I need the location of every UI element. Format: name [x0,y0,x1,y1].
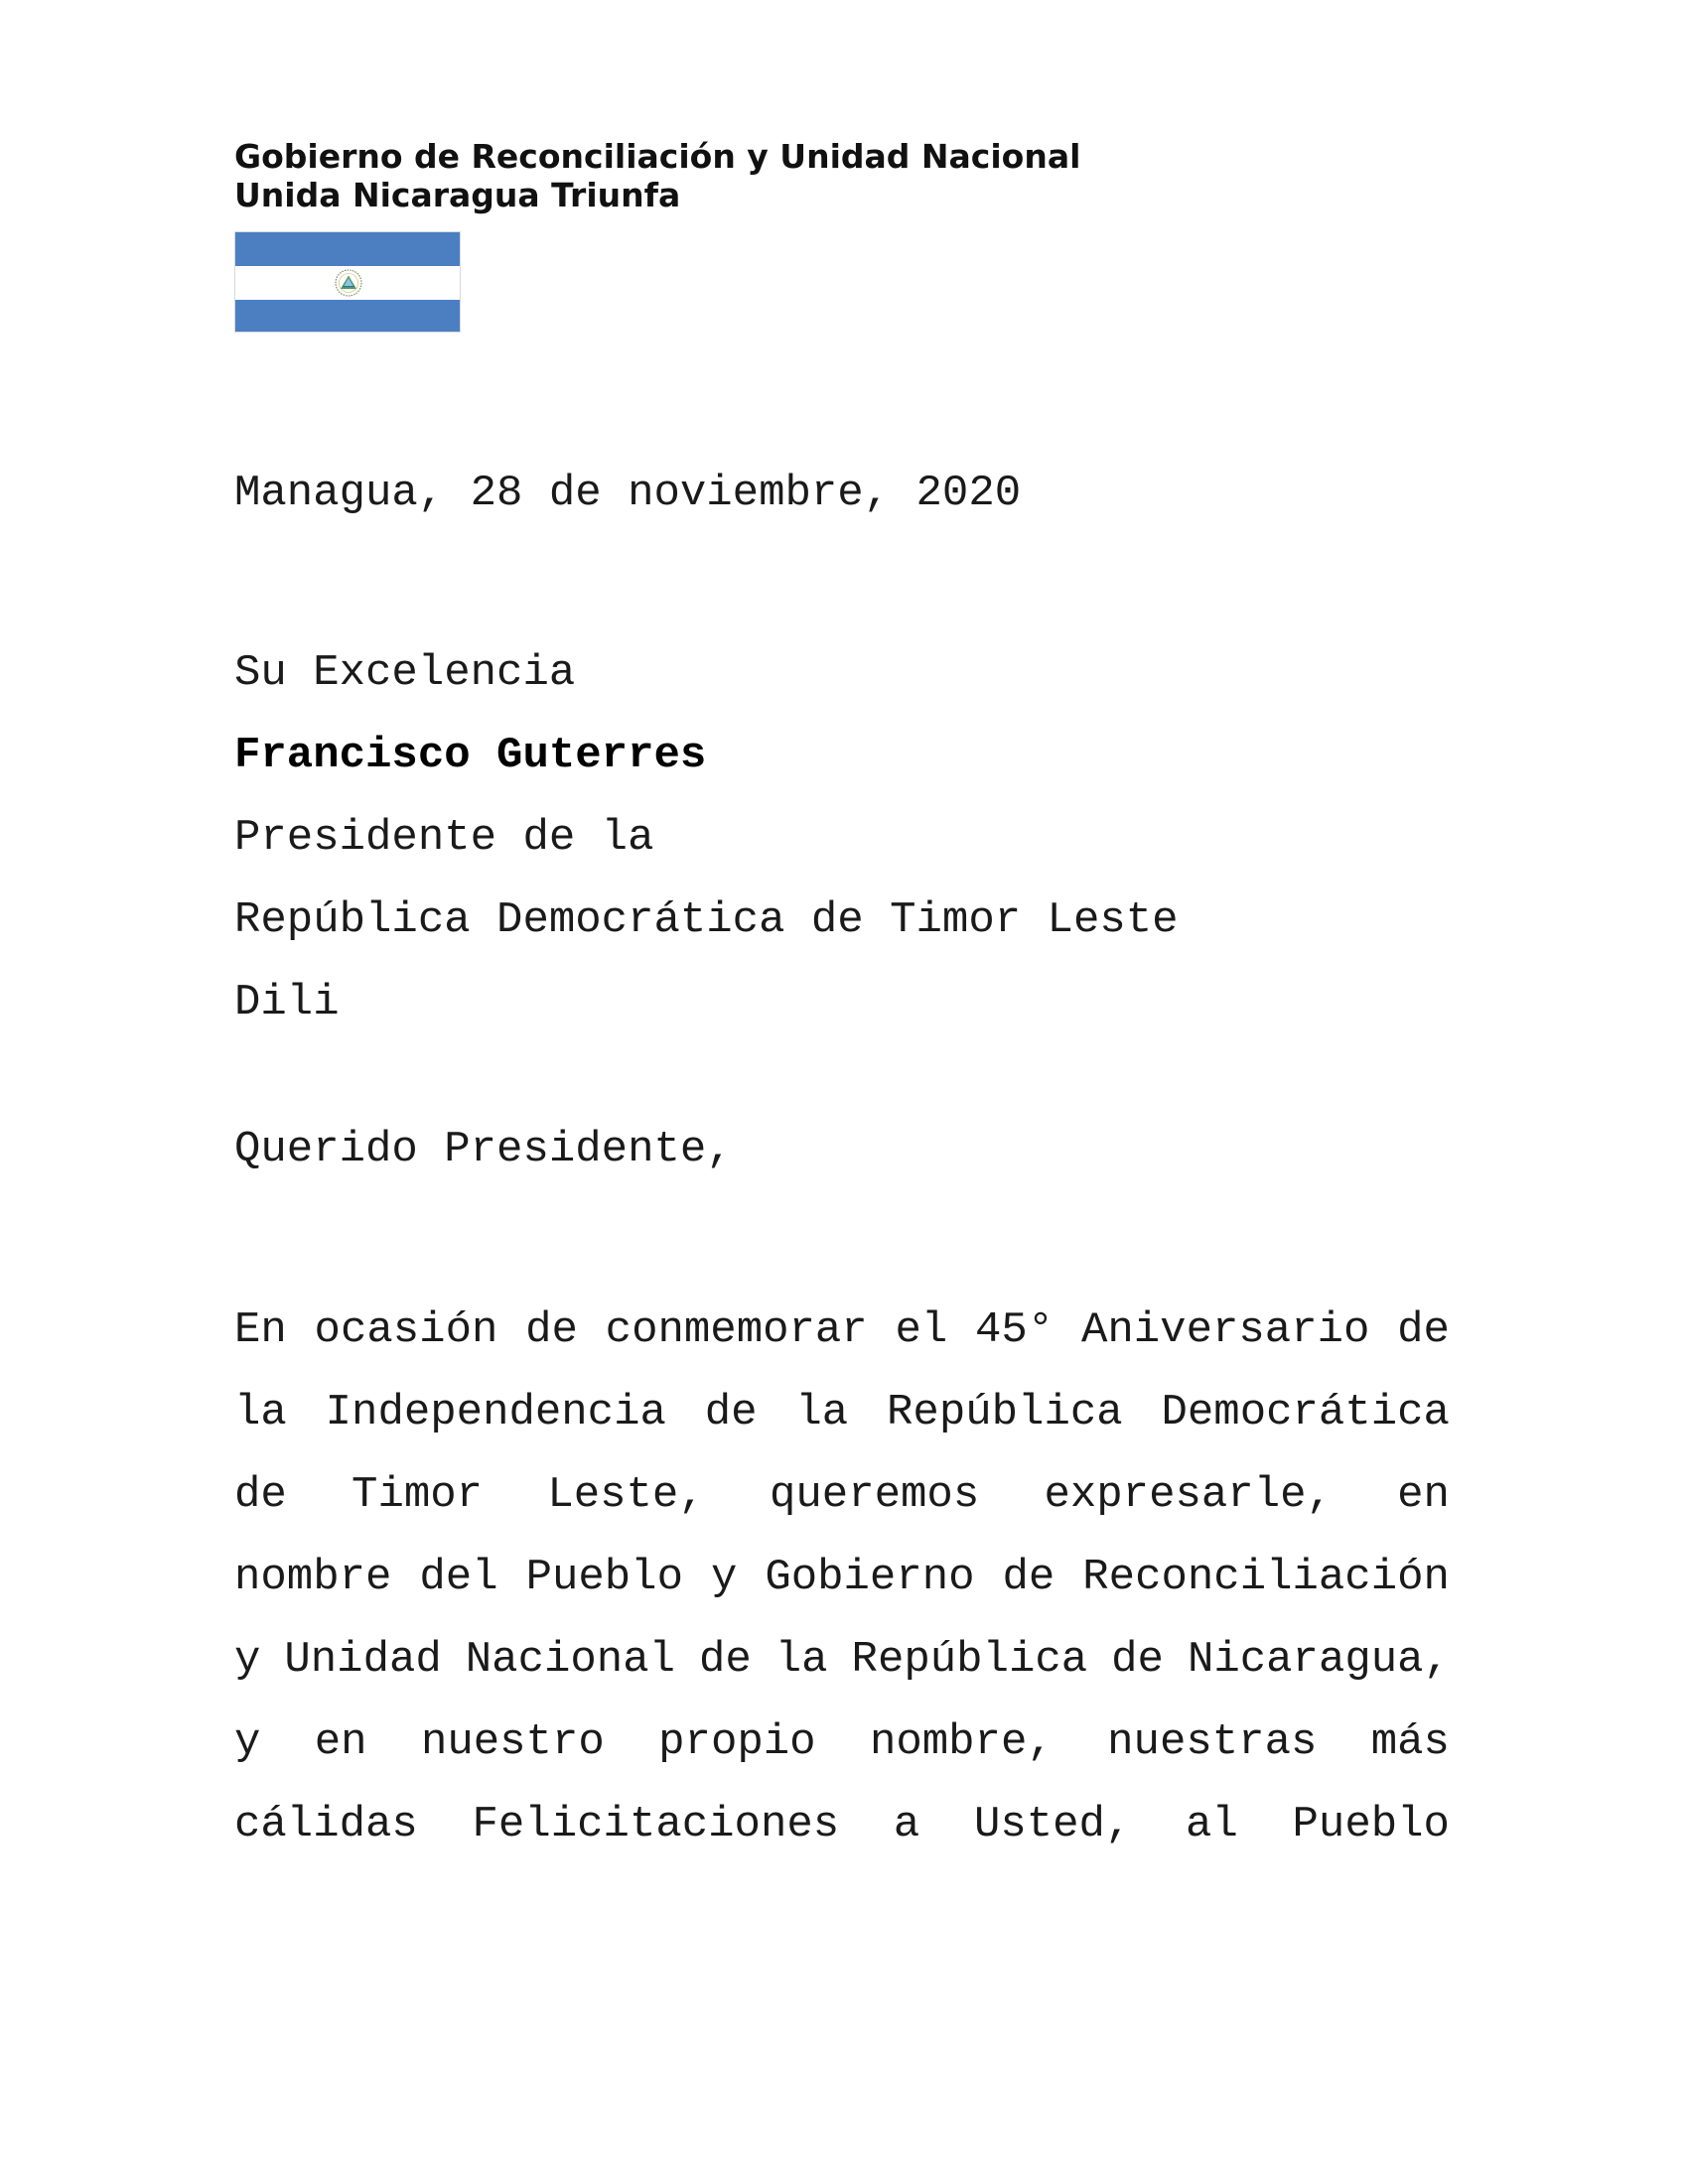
paragraph-word: y [234,1717,261,1767]
paragraph-word: nombre, [869,1717,1054,1767]
paragraph-word: nuestras [1107,1717,1318,1767]
nicaragua-flag-icon [234,231,461,333]
paragraph-word: Nicaragua, [1187,1635,1450,1685]
paragraph-word: conmemorar [605,1305,868,1355]
recipient-title-line-1: Presidente de la [234,813,654,863]
recipient-block [234,632,1179,1044]
paragraph-line [234,1372,1450,1454]
letter-date: Managua, 28 de noviembre, 2020 [234,469,1022,518]
paragraph-word: nuestro [420,1717,605,1767]
flag-top-band [235,232,460,266]
recipient-city: Dili [234,978,340,1027]
paragraph-word: la [774,1635,828,1685]
paragraph-word: Usted, [973,1800,1132,1849]
paragraph-word: Unidad [284,1635,442,1685]
paragraph-line [234,1619,1450,1702]
paragraph-word: Felicitaciones [472,1800,840,1849]
letterhead-government-name: Gobierno de Reconciliación y Unidad Nacional [234,137,1081,176]
paragraph-word: Timor [352,1470,484,1520]
paragraph-word: y [234,1635,261,1685]
paragraph-word: de [525,1305,578,1355]
paragraph-word: y [710,1553,738,1602]
recipient-honorific: Su Excelencia [234,648,576,698]
paragraph-word: cálidas [234,1800,418,1849]
paragraph-word: la [234,1388,287,1437]
paragraph-word: de [1111,1635,1164,1685]
paragraph-word: en [1397,1470,1450,1520]
paragraph-word: Reconciliación [1082,1553,1450,1602]
paragraph-word: más [1370,1717,1450,1767]
paragraph-word: queremos [769,1470,980,1520]
letterhead-slogan: Unida Nicaragua Triunfa [234,176,681,214]
paragraph-word: de [1397,1305,1450,1355]
letterhead [234,137,1080,214]
paragraph-word: en [314,1717,367,1767]
paragraph-line [234,1537,1450,1619]
paragraph-word: Pueblo [1292,1800,1450,1849]
paragraph-word: el [895,1305,948,1355]
paragraph-word: Pueblo [525,1553,683,1602]
paragraph-word: Democrática [1161,1388,1450,1437]
paragraph-word: de [704,1388,758,1437]
paragraph-word: a [893,1800,920,1849]
paragraph-line [234,1702,1450,1784]
recipient-title-line-2: República Democrática de Timor Leste [234,895,1179,945]
recipient-name: Francisco Guterres [234,731,707,780]
salutation: Querido Presidente, [234,1125,733,1174]
coat-of-arms-icon [327,266,370,300]
paragraph-word: Aniversario [1080,1305,1370,1355]
paragraph-word: al [1186,1800,1238,1849]
paragraph-word: propio [658,1717,816,1767]
paragraph-word: la [795,1388,849,1437]
paragraph-word: ocasión [314,1305,498,1355]
paragraph-word: 45° [975,1305,1055,1355]
paragraph-line [234,1454,1450,1537]
paragraph-word: del [419,1553,498,1602]
paragraph-word: Gobierno [765,1553,975,1602]
paragraph-word: República [851,1635,1088,1685]
paragraph-word: Independencia [325,1388,666,1437]
paragraph-word: de [234,1470,287,1520]
paragraph-word: Leste, [547,1470,705,1520]
paragraph-word: nombre [234,1553,392,1602]
flag-bottom-band [235,300,460,333]
paragraph-line [234,1290,1450,1372]
paragraph-word: República [887,1388,1123,1437]
paragraph-word: de [1002,1553,1055,1602]
paragraph-line [234,1784,1450,1866]
paragraph-word: En [234,1305,287,1355]
paragraph-word: Nacional [465,1635,676,1685]
paragraph-word: de [698,1635,752,1685]
paragraph-word: expresarle, [1044,1470,1333,1520]
letter-body-paragraph [234,1290,1450,1866]
